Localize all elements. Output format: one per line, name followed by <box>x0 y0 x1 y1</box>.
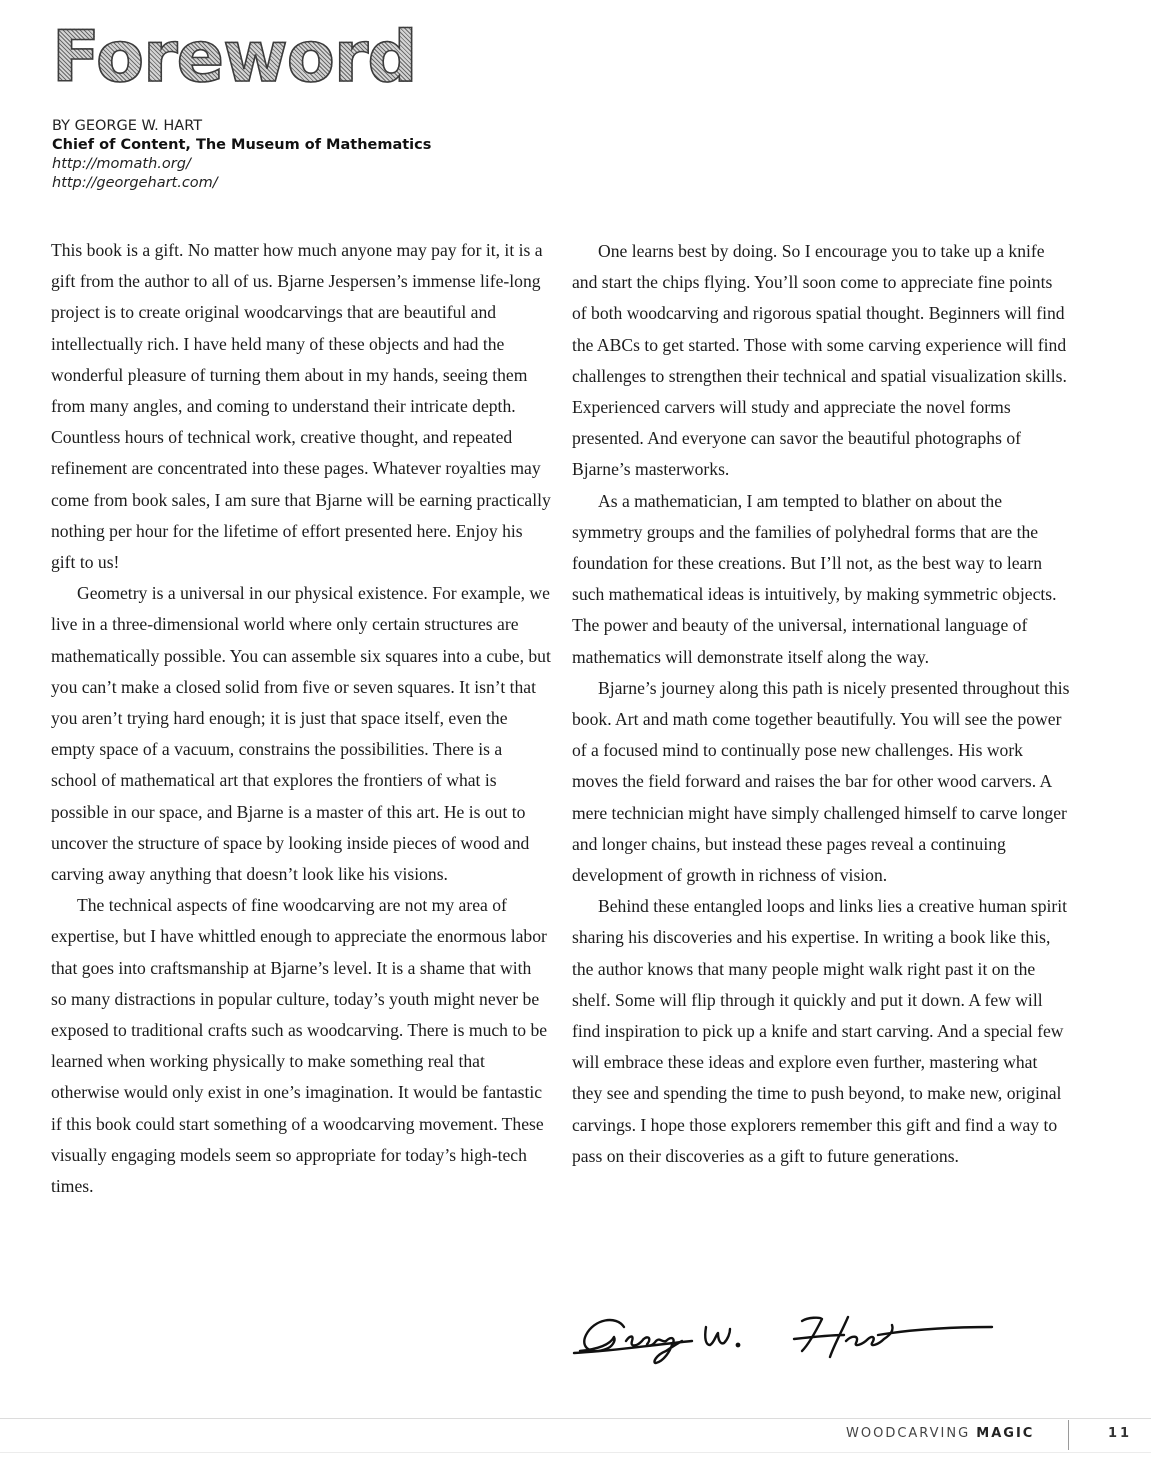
body-paragraph: Geometry is a universal in our physical existence. For example, we live in a three-dimensional world where only certain structures are mathematically possible. You can assemble six squares into a cube, but you can’t make a closed solid from five or seven squares. It isn’t that you aren’t trying hard enough; it is just that space itself, even the empty space of a vacuum, constrains the possibilities. There is a school of mathematical art that explores the frontiers of what is possible in our space, and Bjarne is a master of this art. He is out to uncover the structure of space by looking inside pieces of wood and carving away anything that doesn’t look like his visions. <box>51 583 551 885</box>
running-head <box>846 1426 1034 1441</box>
page-title: Foreword <box>52 16 417 98</box>
body-paragraph: One learns best by doing. So I encourage you to take up a knife and start the chips flying. You’ll soon come to appreciate fine points of both woodcarving and rigorous spatial thought. Beginners will find the ABCs to get started. Those with some carving experience will find challenges to strengthen their technical and spatial visualization skills. Experienced carvers will study and appreciate the novel forms presented. And everyone can savor the beautiful photographs of Bjarne’s masterworks. <box>572 241 1067 480</box>
body-paragraph: The technical aspects of fine woodcarving are not my area of expertise, but I have whittled enough to appreciate the enormous labor that goes into craftsmanship at Bjarne’s level. It is a shame that with so many distractions in popular culture, today’s youth might never be exposed to traditional crafts such as woodcarving. There is much to be learned when working physically to make something real that otherwise would only exist in one’s imagination. It would be fantastic if this book could start something of a woodcarving movement. These visually engaging models seem so appropriate for today’s high-tech times. <box>51 895 548 1197</box>
footer-divider <box>1068 1420 1069 1450</box>
body-paragraph: Behind these entangled loops and links lies a creative human spirit sharing his discoveries and his expertise. In writing a book like this, the author knows that many people might walk right past it on the shelf. Some will flip through it quickly and put it down. A few will find inspiration to pick up a knife and start carving. And a special few will embrace these ideas and explore even further, mastering what they see and spending the time to push beyond, to make new, original carvings. I hope those explorers remember this gift and find a way to pass on their discoveries as a gift to future generations. <box>572 896 1068 1166</box>
body-paragraph: As a mathematician, I am tempted to blather on about the symmetry groups and the families of polyhedral forms that are the foundation for these creations. But I’ll not, as the best way to learn such mathematical ideas is intuitively, by making symmetric objects. The power and beauty of the universal, international language of mathematics will demonstrate itself along the way. <box>572 490 1057 667</box>
author-role: Chief of Content, The Museum of Mathematics <box>52 137 432 153</box>
footer-rule-lower <box>0 1452 1151 1453</box>
footer-rule <box>0 1418 1151 1419</box>
book-title: WOODCARVING <box>846 1426 971 1441</box>
book-title-accent: MAGIC <box>976 1426 1035 1441</box>
byline <box>52 117 431 193</box>
body-paragraph: This book is a gift. No matter how much anyone may pay for it, it is a gift from the author to all of us. Bjarne Jespersen’s immense life-long project is to create original woodcarvings that are beautiful and intellectually rich. I have held many of these objects and had the wonderful pleasure of turning them about in my hands, seeing them from many angles, and coming to understand their intricate depth. Countless hours of technical work, creative thought, and repeated refinement are concentrated into these pages. Whatever royalties may come from book sales, I am sure that Bjarne will be earning practically nothing per hour for the lifetime of effort presented here. Enjoy his gift to us! <box>51 240 551 573</box>
left-column <box>51 235 551 1202</box>
right-column <box>572 236 1070 1172</box>
momath-link[interactable]: http://momath.org/ <box>52 156 191 172</box>
body-paragraph: Bjarne’s journey along this path is nicely presented throughout this book. Art and math come together beautifully. You will see the power of a focused mind to continually pose new challenges. His work moves the field forward and raises the bar for other wood carvers. A mere technician might have simply challenged himself to carve longer and longer chains, but instead these pages reveal a continuing development of growth in richness of vision. <box>572 677 1070 886</box>
georgehart-link[interactable]: http://georgehart.com/ <box>52 175 218 191</box>
page-number: 11 <box>1108 1426 1133 1441</box>
author-line: BY GEORGE W. HART <box>52 118 203 134</box>
signature <box>572 1305 1002 1375</box>
